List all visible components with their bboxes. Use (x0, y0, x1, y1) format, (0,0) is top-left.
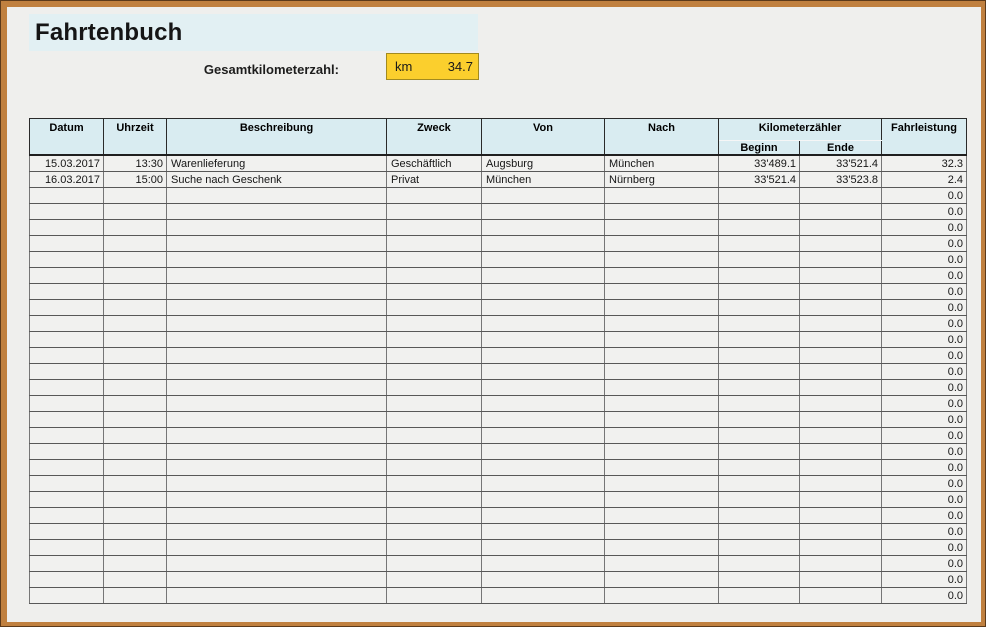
cell-fahrleistung[interactable]: 0.0 (882, 380, 967, 396)
table-row (30, 348, 967, 364)
cell-zweck[interactable] (387, 556, 482, 572)
cell-uhrzeit[interactable] (104, 396, 167, 412)
cell-zweck[interactable] (387, 284, 482, 300)
cell-beschreibung[interactable] (167, 284, 387, 300)
cell-zweck[interactable] (387, 540, 482, 556)
table-row (30, 268, 967, 284)
cell-zweck[interactable]: Geschäftlich (387, 155, 482, 172)
cell-nach[interactable] (605, 492, 719, 508)
cell-fahrleistung[interactable]: 0.0 (882, 188, 967, 204)
cell-beginn[interactable] (719, 412, 800, 428)
cell-uhrzeit[interactable] (104, 476, 167, 492)
cell-nach[interactable] (605, 412, 719, 428)
cell-nach[interactable] (605, 188, 719, 204)
cell-ende[interactable] (800, 508, 882, 524)
cell-beschreibung[interactable] (167, 524, 387, 540)
cell-nach[interactable] (605, 252, 719, 268)
cell-fahrleistung[interactable]: 0.0 (882, 396, 967, 412)
cell-beschreibung[interactable] (167, 236, 387, 252)
cell-beschreibung[interactable] (167, 348, 387, 364)
cell-beschreibung[interactable]: Warenlieferung (167, 155, 387, 172)
cell-uhrzeit[interactable] (104, 332, 167, 348)
cell-beschreibung[interactable]: Suche nach Geschenk (167, 172, 387, 188)
table-row (30, 540, 967, 556)
cell-von[interactable]: München (482, 172, 605, 188)
table-row (30, 220, 967, 236)
cell-beschreibung[interactable] (167, 556, 387, 572)
cell-beschreibung[interactable] (167, 204, 387, 220)
cell-zweck[interactable] (387, 508, 482, 524)
cell-ende[interactable]: 33'521.4 (800, 155, 882, 172)
cell-beschreibung[interactable] (167, 476, 387, 492)
cell-nach[interactable] (605, 556, 719, 572)
cell-ende[interactable] (800, 588, 882, 604)
table-row (30, 412, 967, 428)
cell-beginn[interactable] (719, 316, 800, 332)
cell-nach[interactable]: München (605, 155, 719, 172)
cell-fahrleistung[interactable]: 0.0 (882, 444, 967, 460)
cell-beschreibung[interactable] (167, 332, 387, 348)
cell-beschreibung[interactable] (167, 444, 387, 460)
cell-zweck[interactable] (387, 588, 482, 604)
column-header-uhrzeit: Uhrzeit (104, 119, 167, 156)
cell-ende[interactable] (800, 412, 882, 428)
cell-fahrleistung[interactable]: 0.0 (882, 556, 967, 572)
table-row (30, 284, 967, 300)
cell-von[interactable] (482, 348, 605, 364)
cell-von[interactable] (482, 460, 605, 476)
cell-nach[interactable] (605, 588, 719, 604)
column-header-fahrleistung: Fahrleistung (882, 119, 967, 156)
cell-nach[interactable] (605, 476, 719, 492)
column-header-von: Von (482, 119, 605, 156)
cell-von[interactable] (482, 508, 605, 524)
cell-zweck[interactable] (387, 428, 482, 444)
cell-fahrleistung[interactable]: 0.0 (882, 284, 967, 300)
cell-uhrzeit[interactable] (104, 380, 167, 396)
cell-beginn[interactable] (719, 364, 800, 380)
cell-datum[interactable]: 16.03.2017 (30, 172, 104, 188)
cell-von[interactable] (482, 444, 605, 460)
cell-nach[interactable] (605, 396, 719, 412)
total-kilometers-cell[interactable] (386, 53, 479, 80)
cell-ende[interactable] (800, 332, 882, 348)
table-row (30, 172, 967, 188)
cell-nach[interactable] (605, 316, 719, 332)
table-row (30, 524, 967, 540)
cell-uhrzeit[interactable] (104, 460, 167, 476)
cell-nach[interactable] (605, 348, 719, 364)
cell-von[interactable] (482, 428, 605, 444)
cell-beschreibung[interactable] (167, 540, 387, 556)
column-header-beschreibung: Beschreibung (167, 119, 387, 156)
cell-beginn[interactable] (719, 588, 800, 604)
cell-fahrleistung[interactable]: 0.0 (882, 236, 967, 252)
cell-beschreibung[interactable] (167, 188, 387, 204)
cell-von[interactable] (482, 220, 605, 236)
cell-datum[interactable] (30, 412, 104, 428)
cell-beginn[interactable] (719, 396, 800, 412)
cell-nach[interactable] (605, 332, 719, 348)
table-row (30, 572, 967, 588)
cell-zweck[interactable]: Privat (387, 172, 482, 188)
cell-uhrzeit[interactable] (104, 572, 167, 588)
cell-uhrzeit[interactable] (104, 540, 167, 556)
cell-datum[interactable] (30, 380, 104, 396)
cell-uhrzeit[interactable] (104, 252, 167, 268)
cell-fahrleistung[interactable]: 0.0 (882, 492, 967, 508)
cell-datum[interactable] (30, 476, 104, 492)
table-row (30, 556, 967, 572)
total-kilometers-label: Gesamtkilometerzahl: (203, 62, 339, 77)
table-row (30, 236, 967, 252)
cell-beschreibung[interactable] (167, 300, 387, 316)
cell-beschreibung[interactable] (167, 220, 387, 236)
cell-zweck[interactable] (387, 412, 482, 428)
cell-datum[interactable] (30, 492, 104, 508)
cell-uhrzeit[interactable] (104, 364, 167, 380)
cell-uhrzeit[interactable]: 15:00 (104, 172, 167, 188)
cell-beginn[interactable] (719, 236, 800, 252)
cell-uhrzeit[interactable] (104, 316, 167, 332)
cell-datum[interactable] (30, 220, 104, 236)
cell-nach[interactable] (605, 268, 719, 284)
cell-zweck[interactable] (387, 572, 482, 588)
cell-zweck[interactable] (387, 332, 482, 348)
cell-datum[interactable] (30, 428, 104, 444)
cell-nach[interactable]: Nürnberg (605, 172, 719, 188)
cell-uhrzeit[interactable] (104, 412, 167, 428)
column-header-kilometerzaehler: Kilometerzähler (719, 119, 882, 141)
cell-fahrleistung[interactable]: 0.0 (882, 332, 967, 348)
cell-von[interactable] (482, 412, 605, 428)
cell-von[interactable] (482, 332, 605, 348)
cell-nach[interactable] (605, 444, 719, 460)
cell-ende[interactable] (800, 476, 882, 492)
cell-ende[interactable] (800, 268, 882, 284)
table-row (30, 476, 967, 492)
cell-fahrleistung[interactable]: 0.0 (882, 460, 967, 476)
column-header-datum: Datum (30, 119, 104, 156)
cell-beginn[interactable] (719, 380, 800, 396)
cell-zweck[interactable] (387, 444, 482, 460)
cell-datum[interactable] (30, 508, 104, 524)
cell-beginn[interactable] (719, 524, 800, 540)
cell-nach[interactable] (605, 524, 719, 540)
cell-von[interactable] (482, 188, 605, 204)
cell-nach[interactable] (605, 364, 719, 380)
title-band (29, 14, 478, 51)
table-row (30, 492, 967, 508)
cell-beschreibung[interactable] (167, 252, 387, 268)
cell-uhrzeit[interactable] (104, 444, 167, 460)
cell-fahrleistung[interactable]: 0.0 (882, 348, 967, 364)
cell-nach[interactable] (605, 380, 719, 396)
cell-datum[interactable] (30, 540, 104, 556)
cell-ende[interactable] (800, 188, 882, 204)
cell-ende[interactable] (800, 396, 882, 412)
cell-ende[interactable] (800, 316, 882, 332)
cell-ende[interactable] (800, 524, 882, 540)
cell-datum[interactable] (30, 396, 104, 412)
cell-beginn[interactable] (719, 476, 800, 492)
cell-von[interactable] (482, 396, 605, 412)
cell-uhrzeit[interactable] (104, 204, 167, 220)
cell-fahrleistung[interactable]: 0.0 (882, 268, 967, 284)
table-row (30, 444, 967, 460)
cell-ende[interactable] (800, 492, 882, 508)
cell-datum[interactable] (30, 556, 104, 572)
cell-nach[interactable] (605, 572, 719, 588)
table-row (30, 316, 967, 332)
page-title: Fahrtenbuch (35, 18, 183, 46)
cell-beginn[interactable] (719, 508, 800, 524)
cell-datum[interactable]: 15.03.2017 (30, 155, 104, 172)
cell-uhrzeit[interactable] (104, 188, 167, 204)
cell-nach[interactable] (605, 284, 719, 300)
cell-datum[interactable] (30, 444, 104, 460)
cell-beschreibung[interactable] (167, 316, 387, 332)
cell-uhrzeit[interactable] (104, 428, 167, 444)
total-kilometers-unit: km (395, 59, 413, 74)
cell-fahrleistung[interactable]: 0.0 (882, 428, 967, 444)
cell-von[interactable] (482, 588, 605, 604)
table-row (30, 332, 967, 348)
cell-ende[interactable] (800, 300, 882, 316)
cell-zweck[interactable] (387, 316, 482, 332)
cell-beginn[interactable] (719, 492, 800, 508)
cell-von[interactable] (482, 204, 605, 220)
cell-uhrzeit[interactable] (104, 588, 167, 604)
table-row (30, 508, 967, 524)
cell-beginn[interactable] (719, 444, 800, 460)
table-row (30, 380, 967, 396)
cell-beschreibung[interactable] (167, 572, 387, 588)
cell-fahrleistung[interactable]: 0.0 (882, 572, 967, 588)
cell-datum[interactable] (30, 268, 104, 284)
cell-beginn[interactable] (719, 188, 800, 204)
cell-beginn[interactable]: 33'521.4 (719, 172, 800, 188)
cell-nach[interactable] (605, 220, 719, 236)
cell-von[interactable]: Augsburg (482, 155, 605, 172)
cell-fahrleistung[interactable]: 0.0 (882, 476, 967, 492)
cell-datum[interactable] (30, 300, 104, 316)
cell-zweck[interactable] (387, 220, 482, 236)
cell-uhrzeit[interactable] (104, 236, 167, 252)
column-header-beginn: Beginn (719, 141, 800, 156)
cell-uhrzeit[interactable] (104, 300, 167, 316)
cell-nach[interactable] (605, 300, 719, 316)
cell-datum[interactable] (30, 188, 104, 204)
cell-von[interactable] (482, 572, 605, 588)
column-header-ende: Ende (800, 141, 882, 156)
cell-ende[interactable] (800, 572, 882, 588)
cell-zweck[interactable] (387, 236, 482, 252)
cell-datum[interactable] (30, 348, 104, 364)
cell-datum[interactable] (30, 204, 104, 220)
cell-beginn[interactable] (719, 300, 800, 316)
cell-uhrzeit[interactable] (104, 508, 167, 524)
cell-fahrleistung[interactable]: 0.0 (882, 300, 967, 316)
cell-nach[interactable] (605, 460, 719, 476)
page (7, 7, 981, 622)
cell-fahrleistung[interactable]: 0.0 (882, 540, 967, 556)
cell-datum[interactable] (30, 284, 104, 300)
column-header-zweck: Zweck (387, 119, 482, 156)
cell-zweck[interactable] (387, 380, 482, 396)
cell-beginn[interactable] (719, 284, 800, 300)
cell-uhrzeit[interactable] (104, 524, 167, 540)
cell-ende[interactable] (800, 284, 882, 300)
cell-von[interactable] (482, 540, 605, 556)
cell-beschreibung[interactable] (167, 364, 387, 380)
cell-zweck[interactable] (387, 396, 482, 412)
cell-ende[interactable]: 33'523.8 (800, 172, 882, 188)
cell-beginn[interactable] (719, 428, 800, 444)
cell-datum[interactable] (30, 252, 104, 268)
table-row (30, 300, 967, 316)
cell-ende[interactable] (800, 236, 882, 252)
cell-beginn[interactable] (719, 572, 800, 588)
cell-beginn[interactable] (719, 556, 800, 572)
cell-beginn[interactable] (719, 220, 800, 236)
cell-fahrleistung[interactable]: 32.3 (882, 155, 967, 172)
cell-beschreibung[interactable] (167, 412, 387, 428)
cell-ende[interactable] (800, 348, 882, 364)
table-row (30, 588, 967, 604)
cell-fahrleistung[interactable]: 0.0 (882, 316, 967, 332)
cell-nach[interactable] (605, 540, 719, 556)
cell-uhrzeit[interactable] (104, 556, 167, 572)
cell-von[interactable] (482, 476, 605, 492)
cell-nach[interactable] (605, 204, 719, 220)
cell-zweck[interactable] (387, 524, 482, 540)
cell-beschreibung[interactable] (167, 396, 387, 412)
cell-zweck[interactable] (387, 492, 482, 508)
cell-zweck[interactable] (387, 204, 482, 220)
cell-zweck[interactable] (387, 476, 482, 492)
cell-datum[interactable] (30, 316, 104, 332)
table-row (30, 396, 967, 412)
cell-uhrzeit[interactable] (104, 492, 167, 508)
cell-beginn[interactable] (719, 460, 800, 476)
cell-uhrzeit[interactable] (104, 268, 167, 284)
cell-ende[interactable] (800, 460, 882, 476)
cell-von[interactable] (482, 252, 605, 268)
cell-nach[interactable] (605, 236, 719, 252)
cell-beginn[interactable] (719, 252, 800, 268)
cell-von[interactable] (482, 380, 605, 396)
total-kilometers-value: 34.7 (447, 59, 473, 74)
table-row (30, 188, 967, 204)
cell-beschreibung[interactable] (167, 508, 387, 524)
cell-fahrleistung[interactable]: 0.0 (882, 220, 967, 236)
table-row (30, 460, 967, 476)
cell-von[interactable] (482, 492, 605, 508)
cell-datum[interactable] (30, 460, 104, 476)
cell-zweck[interactable] (387, 364, 482, 380)
cell-datum[interactable] (30, 332, 104, 348)
cell-beginn[interactable] (719, 332, 800, 348)
cell-fahrleistung[interactable]: 0.0 (882, 588, 967, 604)
cell-fahrleistung[interactable]: 0.0 (882, 252, 967, 268)
table-row (30, 364, 967, 380)
cell-datum[interactable] (30, 524, 104, 540)
cell-beginn[interactable]: 33'489.1 (719, 155, 800, 172)
cell-ende[interactable] (800, 204, 882, 220)
cell-von[interactable] (482, 236, 605, 252)
cell-zweck[interactable] (387, 188, 482, 204)
logbook-table (29, 118, 967, 604)
cell-beginn[interactable] (719, 348, 800, 364)
cell-zweck[interactable] (387, 348, 482, 364)
cell-uhrzeit[interactable] (104, 284, 167, 300)
table-row (30, 204, 967, 220)
cell-uhrzeit[interactable]: 13:30 (104, 155, 167, 172)
cell-beschreibung[interactable] (167, 588, 387, 604)
cell-ende[interactable] (800, 428, 882, 444)
cell-ende[interactable] (800, 380, 882, 396)
cell-ende[interactable] (800, 556, 882, 572)
cell-fahrleistung[interactable]: 0.0 (882, 508, 967, 524)
cell-fahrleistung[interactable]: 0.0 (882, 412, 967, 428)
cell-beschreibung[interactable] (167, 380, 387, 396)
cell-zweck[interactable] (387, 300, 482, 316)
table-row (30, 155, 967, 172)
column-header-nach: Nach (605, 119, 719, 156)
cell-beschreibung[interactable] (167, 492, 387, 508)
cell-zweck[interactable] (387, 460, 482, 476)
cell-von[interactable] (482, 316, 605, 332)
cell-zweck[interactable] (387, 268, 482, 284)
cell-fahrleistung[interactable]: 2.4 (882, 172, 967, 188)
cell-von[interactable] (482, 556, 605, 572)
cell-fahrleistung[interactable]: 0.0 (882, 524, 967, 540)
cell-von[interactable] (482, 524, 605, 540)
cell-zweck[interactable] (387, 252, 482, 268)
cell-nach[interactable] (605, 428, 719, 444)
cell-ende[interactable] (800, 364, 882, 380)
table-row (30, 252, 967, 268)
cell-beginn[interactable] (719, 268, 800, 284)
cell-fahrleistung[interactable]: 0.0 (882, 204, 967, 220)
cell-ende[interactable] (800, 540, 882, 556)
cell-datum[interactable] (30, 236, 104, 252)
cell-beschreibung[interactable] (167, 428, 387, 444)
cell-beschreibung[interactable] (167, 460, 387, 476)
cell-ende[interactable] (800, 220, 882, 236)
cell-ende[interactable] (800, 444, 882, 460)
cell-datum[interactable] (30, 572, 104, 588)
cell-fahrleistung[interactable]: 0.0 (882, 364, 967, 380)
cell-von[interactable] (482, 300, 605, 316)
cell-beginn[interactable] (719, 204, 800, 220)
cell-beginn[interactable] (719, 540, 800, 556)
cell-uhrzeit[interactable] (104, 348, 167, 364)
cell-uhrzeit[interactable] (104, 220, 167, 236)
cell-von[interactable] (482, 284, 605, 300)
table-row (30, 428, 967, 444)
cell-von[interactable] (482, 364, 605, 380)
cell-beschreibung[interactable] (167, 268, 387, 284)
cell-nach[interactable] (605, 508, 719, 524)
cell-von[interactable] (482, 268, 605, 284)
cell-datum[interactable] (30, 588, 104, 604)
cell-datum[interactable] (30, 364, 104, 380)
cell-ende[interactable] (800, 252, 882, 268)
